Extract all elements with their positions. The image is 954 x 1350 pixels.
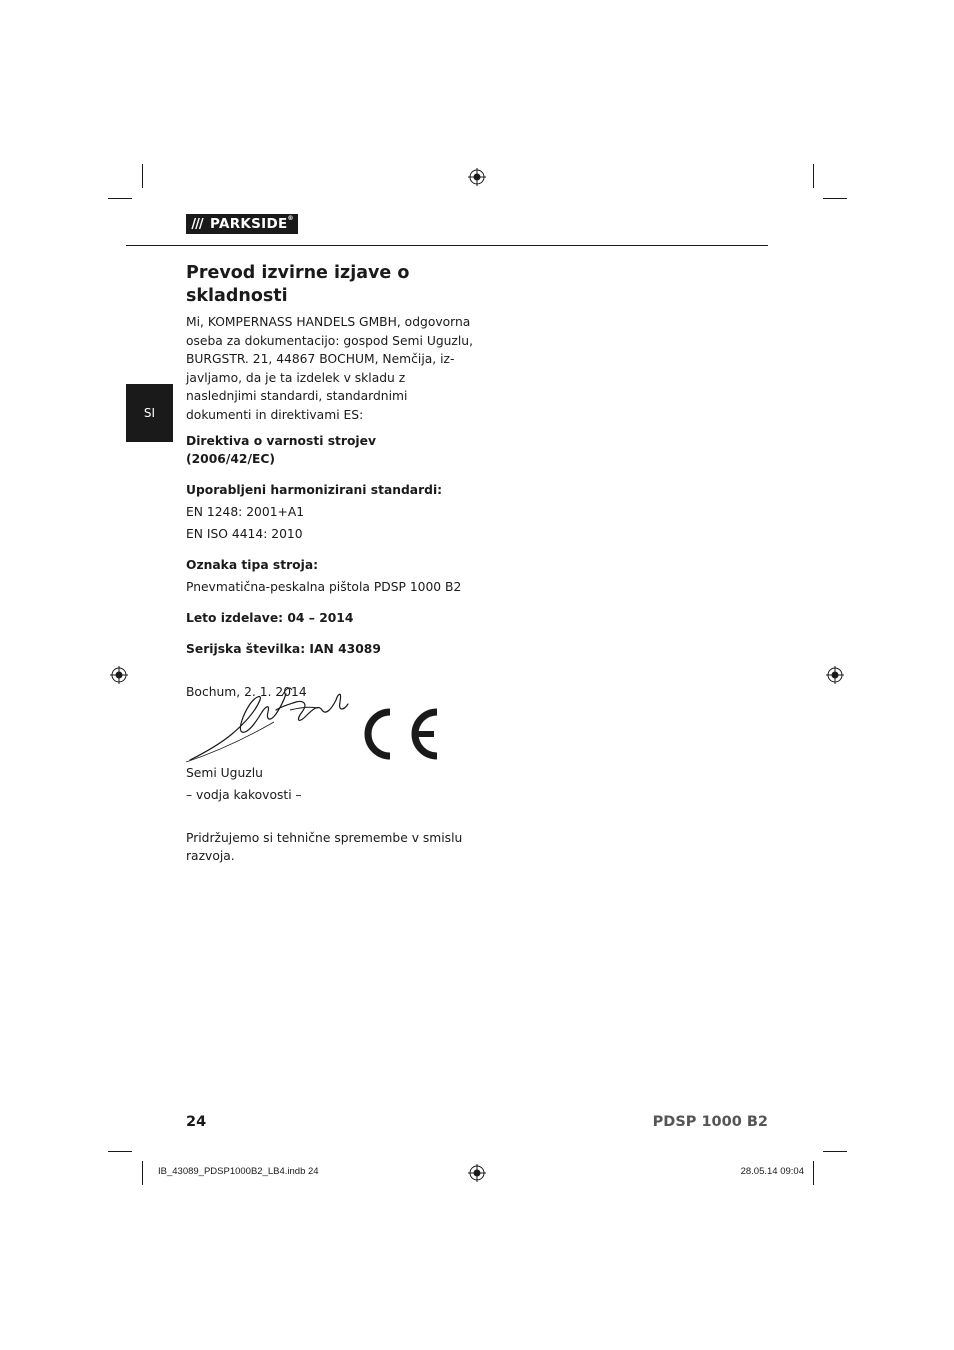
brand-name: PARKSIDE	[210, 216, 288, 232]
type-value: Pnevmatična-peskalna pištola PDSP 1000 B2	[186, 580, 462, 594]
crop-mark	[813, 1161, 814, 1185]
crop-mark	[142, 164, 143, 188]
disclaimer-block	[186, 829, 476, 865]
page-title: Prevod izvirne izjave o skladnosti	[186, 263, 410, 306]
signatory-role: – vodja kakovosti –	[186, 788, 302, 802]
crop-mark	[108, 198, 132, 199]
brand-logo	[186, 214, 298, 234]
registration-mark-icon	[468, 168, 486, 186]
crop-mark	[142, 1161, 143, 1185]
language-tab	[126, 384, 173, 442]
disclaimer-line-1: Pridržujemo si tehnične spremembe v smislu	[186, 831, 463, 845]
crop-mark	[823, 198, 847, 199]
directive-line-2: (2006/42/EC)	[186, 452, 275, 466]
ce-mark-icon	[358, 705, 440, 763]
serial-number: Serijska številka: IAN 43089	[186, 642, 381, 656]
language-tab-label: SI	[143, 406, 156, 420]
header-rule	[126, 245, 768, 246]
crop-mark	[108, 1151, 132, 1152]
type-label: Oznaka tipa stroja:	[186, 558, 319, 572]
place-date: Bochum, 2. 1. 2014	[186, 685, 307, 699]
registration-mark-icon	[468, 1164, 486, 1182]
registration-mark-icon	[826, 666, 844, 684]
signatory-name: Semi Uguzlu	[186, 766, 263, 780]
standards-label: Uporabljeni harmonizirani standardi:	[186, 483, 443, 497]
logo-stripes-icon: ///	[186, 214, 208, 234]
page-number: 24	[186, 1114, 207, 1130]
standard-item: EN ISO 4414: 2010	[186, 527, 303, 541]
signature-image	[186, 682, 351, 764]
declaration-content	[186, 262, 476, 701]
signatory-block	[186, 764, 476, 804]
disclaimer-line-2: razvoja.	[186, 849, 235, 863]
intro-paragraph: Mi, KOMPERNASS HANDELS GMBH, odgovorna oseba za dokumentacijo: gospod Semi Uguzlu, BURGSTR. 21, 44867 BOCHUM, Nemčija, iz-javljamo, da je ta izdelek v skladu z naslednjimi standardi, standardnimi dokumenti in direktivami ES:	[186, 315, 474, 422]
directive-line-1: Direktiva o varnosti strojev	[186, 434, 376, 448]
standard-item: EN 1248: 2001+A1	[186, 505, 305, 519]
year-of-manufacture: Leto izdelave: 04 – 2014	[186, 611, 354, 625]
registration-mark-icon	[110, 666, 128, 684]
crop-mark	[813, 164, 814, 188]
registered-mark: ®	[287, 215, 294, 222]
crop-mark	[823, 1151, 847, 1152]
slug-file-info: IB_43089_PDSP1000B2_LB4.indb 24	[158, 1166, 319, 1177]
model-name: PDSP 1000 B2	[652, 1114, 768, 1130]
slug-date-time: 28.05.14 09:04	[740, 1166, 804, 1177]
